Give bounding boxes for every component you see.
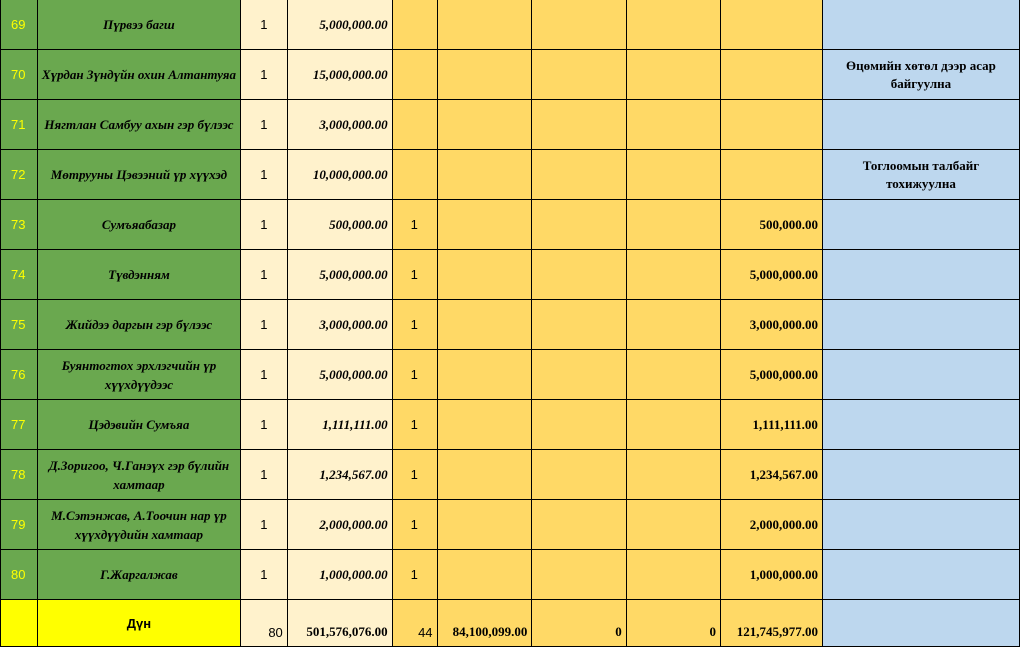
donor-name-cell[interactable]: Д.Зоригоо, Ч.Ганэүх гэр бүлийн хамтаар bbox=[37, 450, 240, 500]
table-row bbox=[1, 150, 1020, 200]
total-col-f-cell[interactable]: 0 bbox=[532, 600, 626, 647]
pledged-amount-cell[interactable]: 5,000,000.00 bbox=[287, 250, 392, 300]
pledged-amount-cell[interactable]: 1,000,000.00 bbox=[287, 550, 392, 600]
col-e-cell[interactable] bbox=[437, 50, 532, 100]
pledged-amount-cell[interactable]: 10,000,000.00 bbox=[287, 150, 392, 200]
col-g-cell[interactable] bbox=[626, 400, 720, 450]
paid-amount-cell[interactable] bbox=[721, 50, 823, 100]
pledged-amount-cell[interactable]: 1,234,567.00 bbox=[287, 450, 392, 500]
col-g-cell[interactable] bbox=[626, 450, 720, 500]
col-e-cell[interactable] bbox=[437, 200, 532, 250]
table-row bbox=[1, 100, 1020, 150]
col-e-cell[interactable] bbox=[437, 100, 532, 150]
row-number-cell[interactable]: 74 bbox=[1, 250, 38, 300]
col-f-cell[interactable] bbox=[532, 50, 626, 100]
col-f-cell[interactable] bbox=[532, 150, 626, 200]
note-cell[interactable] bbox=[822, 350, 1019, 400]
table-row bbox=[1, 50, 1020, 100]
col-f-cell[interactable] bbox=[532, 550, 626, 600]
col-e-cell[interactable] bbox=[437, 400, 532, 450]
col-e-cell[interactable] bbox=[437, 300, 532, 350]
row-number-cell[interactable]: 76 bbox=[1, 350, 38, 400]
pledged-amount-cell[interactable]: 3,000,000.00 bbox=[287, 100, 392, 150]
paid-amount-cell[interactable]: 500,000.00 bbox=[721, 200, 823, 250]
col-e-cell[interactable] bbox=[437, 500, 532, 550]
count-cell[interactable]: 1 bbox=[240, 500, 287, 550]
note-cell[interactable] bbox=[822, 0, 1019, 50]
total-row bbox=[1, 600, 1020, 647]
note-cell[interactable] bbox=[822, 250, 1019, 300]
col-g-cell[interactable] bbox=[626, 0, 720, 50]
col-e-cell[interactable] bbox=[437, 0, 532, 50]
col-f-cell[interactable] bbox=[532, 400, 626, 450]
col-f-cell[interactable] bbox=[532, 350, 626, 400]
donor-name-cell[interactable]: М.Сэтэнжав, А.Тоочин нар үр хүүхдүүдийн хамтаар bbox=[37, 500, 240, 550]
col-g-cell[interactable] bbox=[626, 200, 720, 250]
donor-name-cell[interactable]: Буянтогтох эрхлэгчийн үр хүүхдүүдээс bbox=[37, 350, 240, 400]
col-e-cell[interactable] bbox=[437, 250, 532, 300]
col-f-cell[interactable] bbox=[532, 250, 626, 300]
note-cell[interactable] bbox=[822, 100, 1019, 150]
row-number-cell[interactable]: 70 bbox=[1, 50, 38, 100]
donor-name-cell[interactable]: Мөтрууны Цэвээний үр хүүхэд bbox=[37, 150, 240, 200]
donor-name-cell[interactable]: Түвдэнням bbox=[37, 250, 240, 300]
row-number-cell[interactable]: 80 bbox=[1, 550, 38, 600]
row-number-cell[interactable]: 79 bbox=[1, 500, 38, 550]
total-label-cell[interactable]: Дүн bbox=[37, 600, 240, 647]
note-cell[interactable] bbox=[822, 500, 1019, 550]
pledged-amount-cell[interactable]: 15,000,000.00 bbox=[287, 50, 392, 100]
count-cell[interactable]: 1 bbox=[240, 200, 287, 250]
row-number-cell[interactable]: 73 bbox=[1, 200, 38, 250]
total-count-cell[interactable]: 80 bbox=[240, 600, 287, 647]
paid-amount-cell[interactable]: 1,000,000.00 bbox=[721, 550, 823, 600]
count-cell[interactable]: 1 bbox=[240, 100, 287, 150]
paid-amount-cell[interactable] bbox=[721, 150, 823, 200]
row-number-cell[interactable]: 75 bbox=[1, 300, 38, 350]
count-cell[interactable]: 1 bbox=[240, 350, 287, 400]
col-g-cell[interactable] bbox=[626, 350, 720, 400]
donor-name-cell[interactable]: Хүрдан Зүндүйн охин Алтантуяа bbox=[37, 50, 240, 100]
flag-cell[interactable]: 1 bbox=[392, 350, 437, 400]
table-row bbox=[1, 0, 1020, 50]
col-g-cell[interactable] bbox=[626, 550, 720, 600]
paid-amount-cell[interactable]: 5,000,000.00 bbox=[721, 350, 823, 400]
paid-amount-cell[interactable]: 5,000,000.00 bbox=[721, 250, 823, 300]
note-cell[interactable] bbox=[822, 400, 1019, 450]
note-cell[interactable] bbox=[822, 550, 1019, 600]
paid-amount-cell[interactable] bbox=[721, 100, 823, 150]
pledged-amount-cell[interactable]: 1,111,111.00 bbox=[287, 400, 392, 450]
flag-cell[interactable] bbox=[392, 0, 437, 50]
table-row bbox=[1, 500, 1020, 550]
table-row bbox=[1, 200, 1020, 250]
table-row bbox=[1, 300, 1020, 350]
col-e-cell[interactable] bbox=[437, 150, 532, 200]
donor-name-cell[interactable]: Цэдэвийн Сумъяа bbox=[37, 400, 240, 450]
flag-cell[interactable]: 1 bbox=[392, 250, 437, 300]
pledged-amount-cell[interactable]: 2,000,000.00 bbox=[287, 500, 392, 550]
count-cell[interactable]: 1 bbox=[240, 400, 287, 450]
flag-cell[interactable]: 1 bbox=[392, 550, 437, 600]
note-cell[interactable] bbox=[822, 450, 1019, 500]
col-g-cell[interactable] bbox=[626, 250, 720, 300]
donor-name-cell[interactable]: Сумъяабазар bbox=[37, 200, 240, 250]
table-row bbox=[1, 350, 1020, 400]
flag-cell[interactable]: 1 bbox=[392, 300, 437, 350]
flag-cell[interactable] bbox=[392, 100, 437, 150]
note-cell[interactable] bbox=[822, 200, 1019, 250]
flag-cell[interactable]: 1 bbox=[392, 450, 437, 500]
col-f-cell[interactable] bbox=[532, 500, 626, 550]
row-number-cell[interactable]: 78 bbox=[1, 450, 38, 500]
pledged-amount-cell[interactable]: 5,000,000.00 bbox=[287, 350, 392, 400]
row-number-cell[interactable]: 77 bbox=[1, 400, 38, 450]
row-number-cell[interactable]: 72 bbox=[1, 150, 38, 200]
flag-cell[interactable]: 1 bbox=[392, 200, 437, 250]
count-cell[interactable]: 1 bbox=[240, 150, 287, 200]
pledged-amount-cell[interactable]: 500,000.00 bbox=[287, 200, 392, 250]
donor-name-cell[interactable]: Г.Жаргалжав bbox=[37, 550, 240, 600]
col-g-cell[interactable] bbox=[626, 500, 720, 550]
table-row bbox=[1, 400, 1020, 450]
col-g-cell[interactable] bbox=[626, 150, 720, 200]
flag-cell[interactable] bbox=[392, 150, 437, 200]
col-f-cell[interactable] bbox=[532, 300, 626, 350]
donor-name-cell[interactable]: Жийдээ даргын гэр бүлээс bbox=[37, 300, 240, 350]
count-cell[interactable]: 1 bbox=[240, 550, 287, 600]
total-value-cell[interactable]: 121,745,977.00 bbox=[721, 600, 823, 647]
count-cell[interactable]: 1 bbox=[240, 0, 287, 50]
col-f-cell[interactable] bbox=[532, 200, 626, 250]
total-num-cell[interactable] bbox=[1, 600, 38, 647]
table-row bbox=[1, 550, 1020, 600]
total-flag-count-cell[interactable]: 44 bbox=[392, 600, 437, 647]
col-g-cell[interactable] bbox=[626, 50, 720, 100]
paid-amount-cell[interactable] bbox=[721, 0, 823, 50]
paid-amount-cell[interactable]: 1,234,567.00 bbox=[721, 450, 823, 500]
paid-amount-cell[interactable]: 2,000,000.00 bbox=[721, 500, 823, 550]
total-note-cell[interactable] bbox=[822, 600, 1019, 647]
row-number-cell[interactable]: 69 bbox=[1, 0, 38, 50]
col-g-cell[interactable] bbox=[626, 100, 720, 150]
flag-cell[interactable]: 1 bbox=[392, 500, 437, 550]
table-row bbox=[1, 450, 1020, 500]
paid-amount-cell[interactable]: 1,111,111.00 bbox=[721, 400, 823, 450]
flag-cell[interactable] bbox=[392, 50, 437, 100]
total-col-e-cell[interactable]: 84,100,099.00 bbox=[437, 600, 532, 647]
col-g-cell[interactable] bbox=[626, 300, 720, 350]
table-row bbox=[1, 250, 1020, 300]
pledged-amount-cell[interactable]: 5,000,000.00 bbox=[287, 0, 392, 50]
row-number-cell[interactable]: 71 bbox=[1, 100, 38, 150]
col-e-cell[interactable] bbox=[437, 450, 532, 500]
pledged-amount-cell[interactable]: 3,000,000.00 bbox=[287, 300, 392, 350]
table-body bbox=[1, 0, 1020, 600]
donor-name-cell[interactable]: Пүрвээ багш bbox=[37, 0, 240, 50]
total-amount-cell[interactable]: 501,576,076.00 bbox=[287, 600, 392, 647]
count-cell[interactable]: 1 bbox=[240, 300, 287, 350]
count-cell[interactable]: 1 bbox=[240, 50, 287, 100]
note-cell[interactable]: Тоглоомын талбайг тохижуулна bbox=[822, 150, 1019, 200]
flag-cell[interactable]: 1 bbox=[392, 400, 437, 450]
col-e-cell[interactable] bbox=[437, 550, 532, 600]
col-e-cell[interactable] bbox=[437, 350, 532, 400]
col-f-cell[interactable] bbox=[532, 0, 626, 50]
count-cell[interactable]: 1 bbox=[240, 250, 287, 300]
col-f-cell[interactable] bbox=[532, 100, 626, 150]
col-f-cell[interactable] bbox=[532, 450, 626, 500]
note-cell[interactable]: Өцөмийн хөтөл дээр асар байгуулна bbox=[822, 50, 1019, 100]
count-cell[interactable]: 1 bbox=[240, 450, 287, 500]
paid-amount-cell[interactable]: 3,000,000.00 bbox=[721, 300, 823, 350]
donor-name-cell[interactable]: Нягтлан Самбуу ахын гэр бүлээс bbox=[37, 100, 240, 150]
total-col-g-cell[interactable]: 0 bbox=[626, 600, 720, 647]
note-cell[interactable] bbox=[822, 300, 1019, 350]
